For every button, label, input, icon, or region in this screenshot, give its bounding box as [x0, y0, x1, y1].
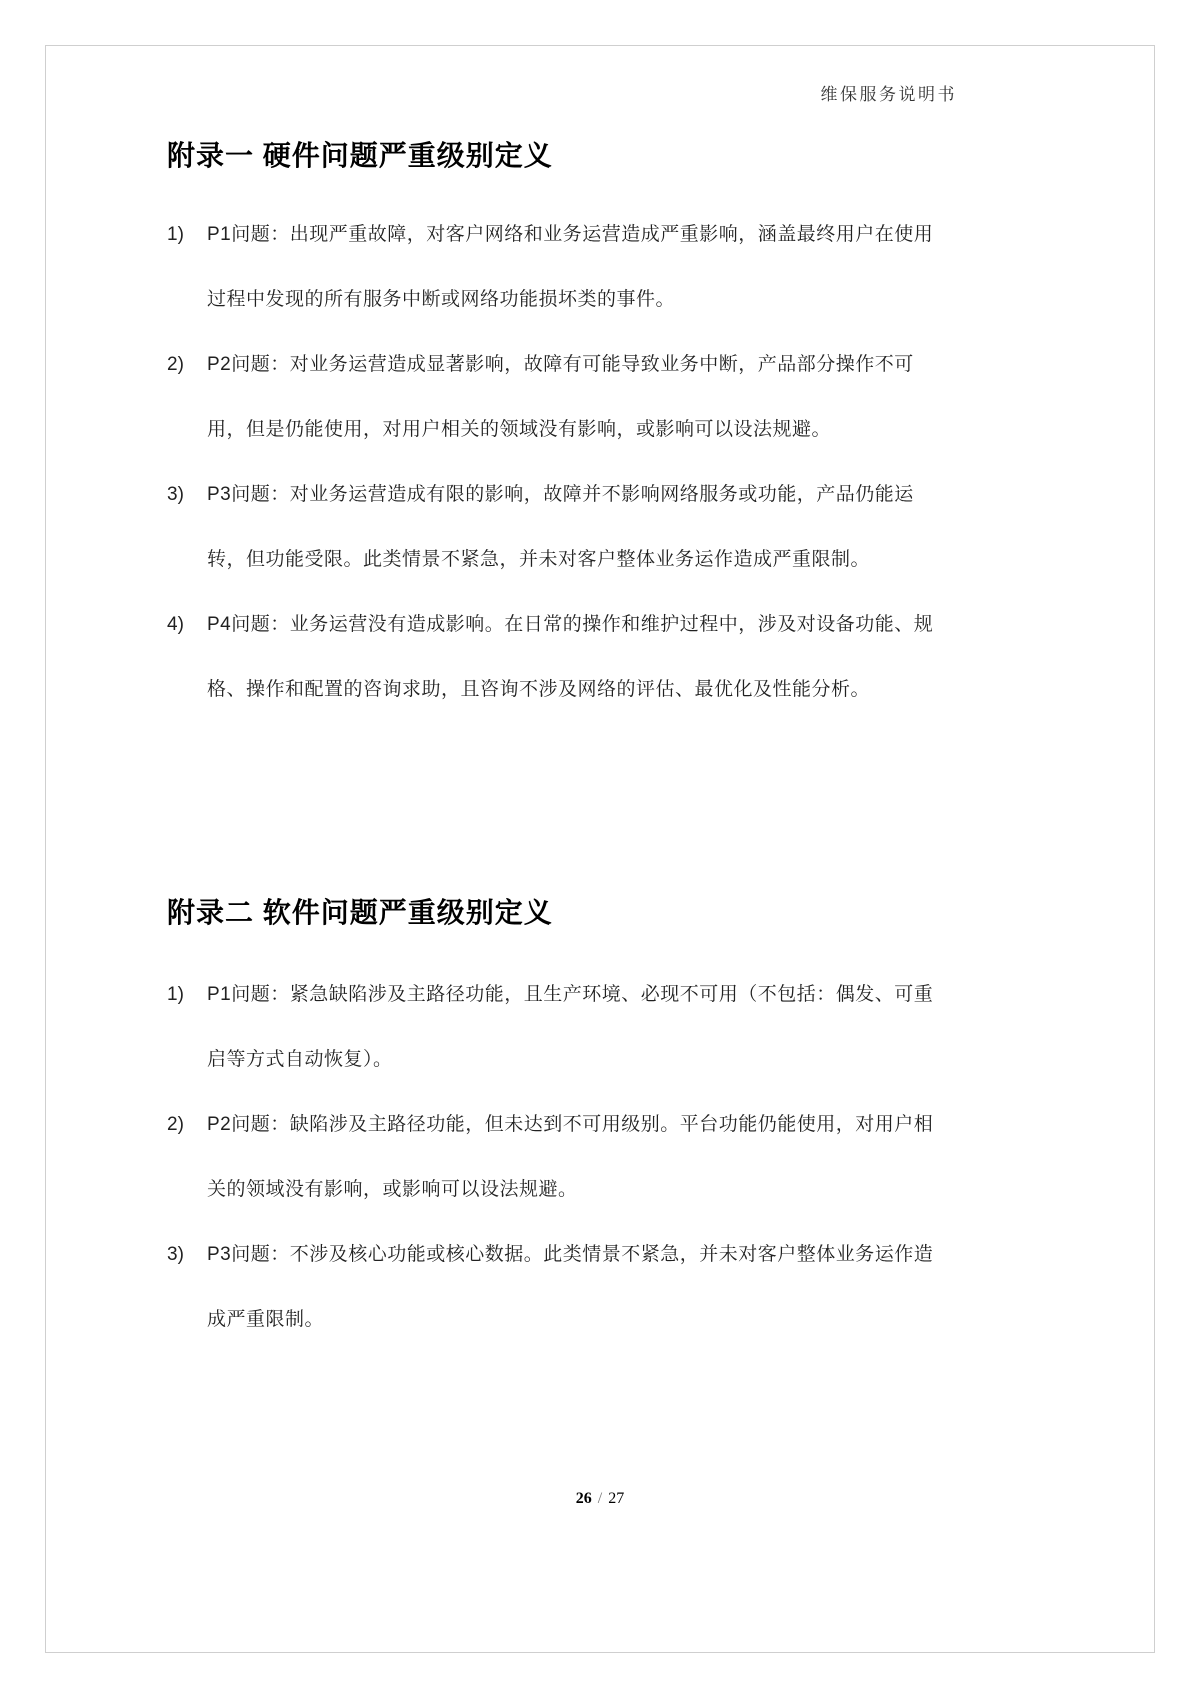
- appendix1-title: 附录一 硬件问题严重级别定义: [167, 140, 553, 171]
- item-line: 启等方式自动恢复）。: [207, 1049, 393, 1070]
- item-line: P2问题：缺陷涉及主路径功能，但未达到不可用级别。平台功能仍能使用，对用户相: [207, 1114, 934, 1135]
- page-number-total: 27: [608, 1490, 625, 1507]
- item-line: P1问题：出现严重故障，对客户网络和业务运营造成严重影响，涵盖最终用户在使用: [207, 224, 934, 245]
- item-number: 3): [167, 1244, 184, 1265]
- page-footer: [0, 1490, 1200, 1508]
- item-number: 1): [167, 984, 184, 1005]
- list-item: [167, 462, 967, 592]
- item-number: 2): [167, 354, 184, 375]
- item-number: 4): [167, 614, 184, 635]
- item-line: 格、操作和配置的咨询求助，且咨询不涉及网络的评估、最优化及性能分析。: [207, 679, 871, 700]
- item-line: 成严重限制。: [207, 1309, 325, 1330]
- page-number-separator: /: [597, 1490, 603, 1507]
- item-line: 关的领域没有影响，或影响可以设法规避。: [207, 1179, 578, 1200]
- item-number: 2): [167, 1114, 184, 1135]
- page-number-current: 26: [575, 1490, 592, 1507]
- appendix2-list: [167, 962, 967, 1352]
- item-line: P1问题：紧急缺陷涉及主路径功能，且生产环境、必现不可用（不包括：偶发、可重: [207, 984, 934, 1005]
- item-line: 用，但是仍能使用，对用户相关的领域没有影响，或影响可以设法规避。: [207, 419, 832, 440]
- list-item: [167, 202, 967, 332]
- item-line: P3问题：不涉及核心功能或核心数据。此类情景不紧急，并未对客户整体业务运作造: [207, 1244, 934, 1265]
- list-item: [167, 1222, 967, 1352]
- item-line: P4问题：业务运营没有造成影响。在日常的操作和维护过程中，涉及对设备功能、规: [207, 614, 934, 635]
- item-line: P3问题：对业务运营造成有限的影响，故障并不影响网络服务或功能，产品仍能运: [207, 484, 914, 505]
- item-number: 1): [167, 224, 184, 245]
- item-number: 3): [167, 484, 184, 505]
- list-item: [167, 592, 967, 722]
- appendix1-list: [167, 202, 967, 722]
- list-item: [167, 962, 967, 1092]
- appendix2-title: 附录二 软件问题严重级别定义: [167, 897, 553, 928]
- item-line: 过程中发现的所有服务中断或网络功能损坏类的事件。: [207, 289, 676, 310]
- item-line: P2问题：对业务运营造成显著影响，故障有可能导致业务中断，产品部分操作不可: [207, 354, 914, 375]
- page-header-title: 维保服务说明书: [820, 85, 957, 104]
- list-item: [167, 1092, 967, 1222]
- list-item: [167, 332, 967, 462]
- item-line: 转，但功能受限。此类情景不紧急，并未对客户整体业务运作造成严重限制。: [207, 549, 871, 570]
